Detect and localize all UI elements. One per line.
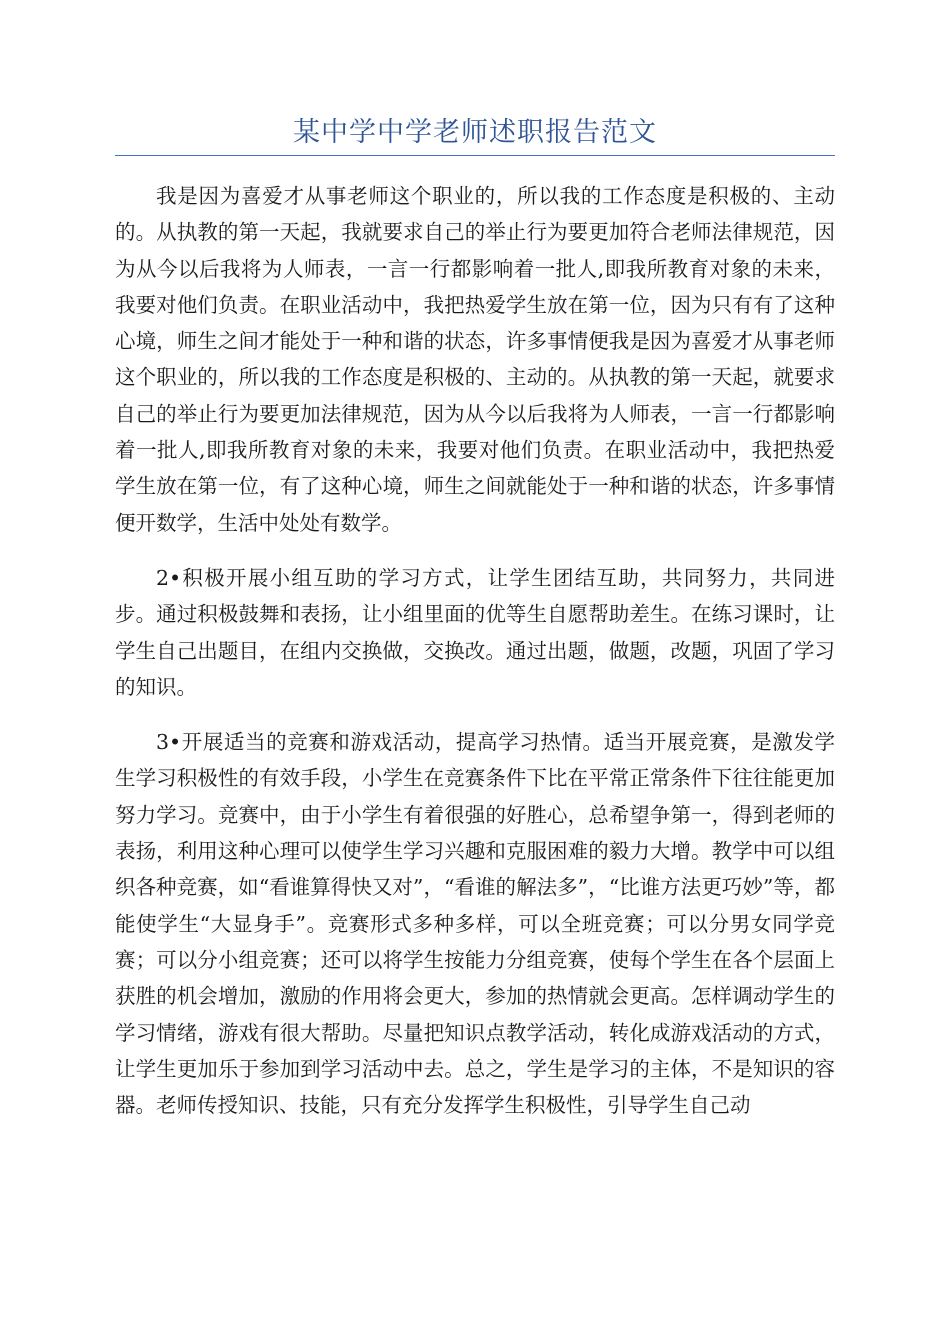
page-title: 某中学中学老师述职报告范文 bbox=[293, 117, 657, 148]
body-paragraph-3: 3•开展适当的竞赛和游戏活动，提高学习热情。适当开展竞赛，是激发学生学习积极性的有效手段，小学生在竞赛条件下比在平常正常条件下往往能更加努力学习。竞赛中，由于小学生有着很强的好胜心，总希望争第一，得到老师的表扬，利用这种心理可以使学生学习兴趣和克服困难的毅力大增。教学中可以组织各种竞赛，如“看谁算得快又对”，“看谁的解法多”，“比谁方法更巧妙”等，都能使学生“大显身手”。竞赛形式多种多样，可以全班竞赛；可以分男女同学竞赛；可以分小组竞赛；还可以将学生按能力分组竞赛，使每个学生在各个层面上获胜的机会增加，激励的作用将会更大，参加的热情就会更高。怎样调动学生的学习情绪，游戏有很大帮助。尽量把知识点教学活动，转化成游戏活动的方式，让学生更加乐于参加到学习活动中去。总之，学生是学习的主体，不是知识的容器。老师传授知识、技能，只有充分发挥学生积极性，引导学生自己动 bbox=[115, 730, 835, 1118]
body-paragraph-2: 2•积极开展小组互助的学习方式，让学生团结互助，共同努力，共同进步。通过积极鼓舞和表扬，让小组里面的优等生自愿帮助差生。在练习课时，让学生自己出题目，在组内交换做，交换改。通过出题，做题，改题，巩固了学习的知识。 bbox=[115, 565, 835, 699]
title-underline bbox=[115, 155, 835, 156]
document-body bbox=[115, 178, 835, 1142]
body-paragraph-1: 我是因为喜爱才从事老师这个职业的，所以我的工作态度是积极的、主动的。从执教的第一天起，我就要求自己的举止行为要更加符合老师法律规范，因为从今以后我将为人师表，一言一行都影响着一批人,即我所教育对象的未来，我要对他们负责。在职业活动中，我把热爱学生放在第一位，因为只有有了这种心境，师生之间才能处于一种和谐的状态，许多事情便我是因为喜爱才从事老师这个职业的，所以我的工作态度是积极的、主动的。从执教的第一天起，就要求自己的举止行为要更加法律规范，因为从今以后我将为人师表，一言一行都影响着一批人,即我所教育对象的未来，我要对他们负责。在职业活动中，我把热爱学生放在第一位，有了这种心境，师生之间就能处于一种和谐的状态，许多事情便开数学，生活中处处有数学。 bbox=[115, 184, 835, 535]
